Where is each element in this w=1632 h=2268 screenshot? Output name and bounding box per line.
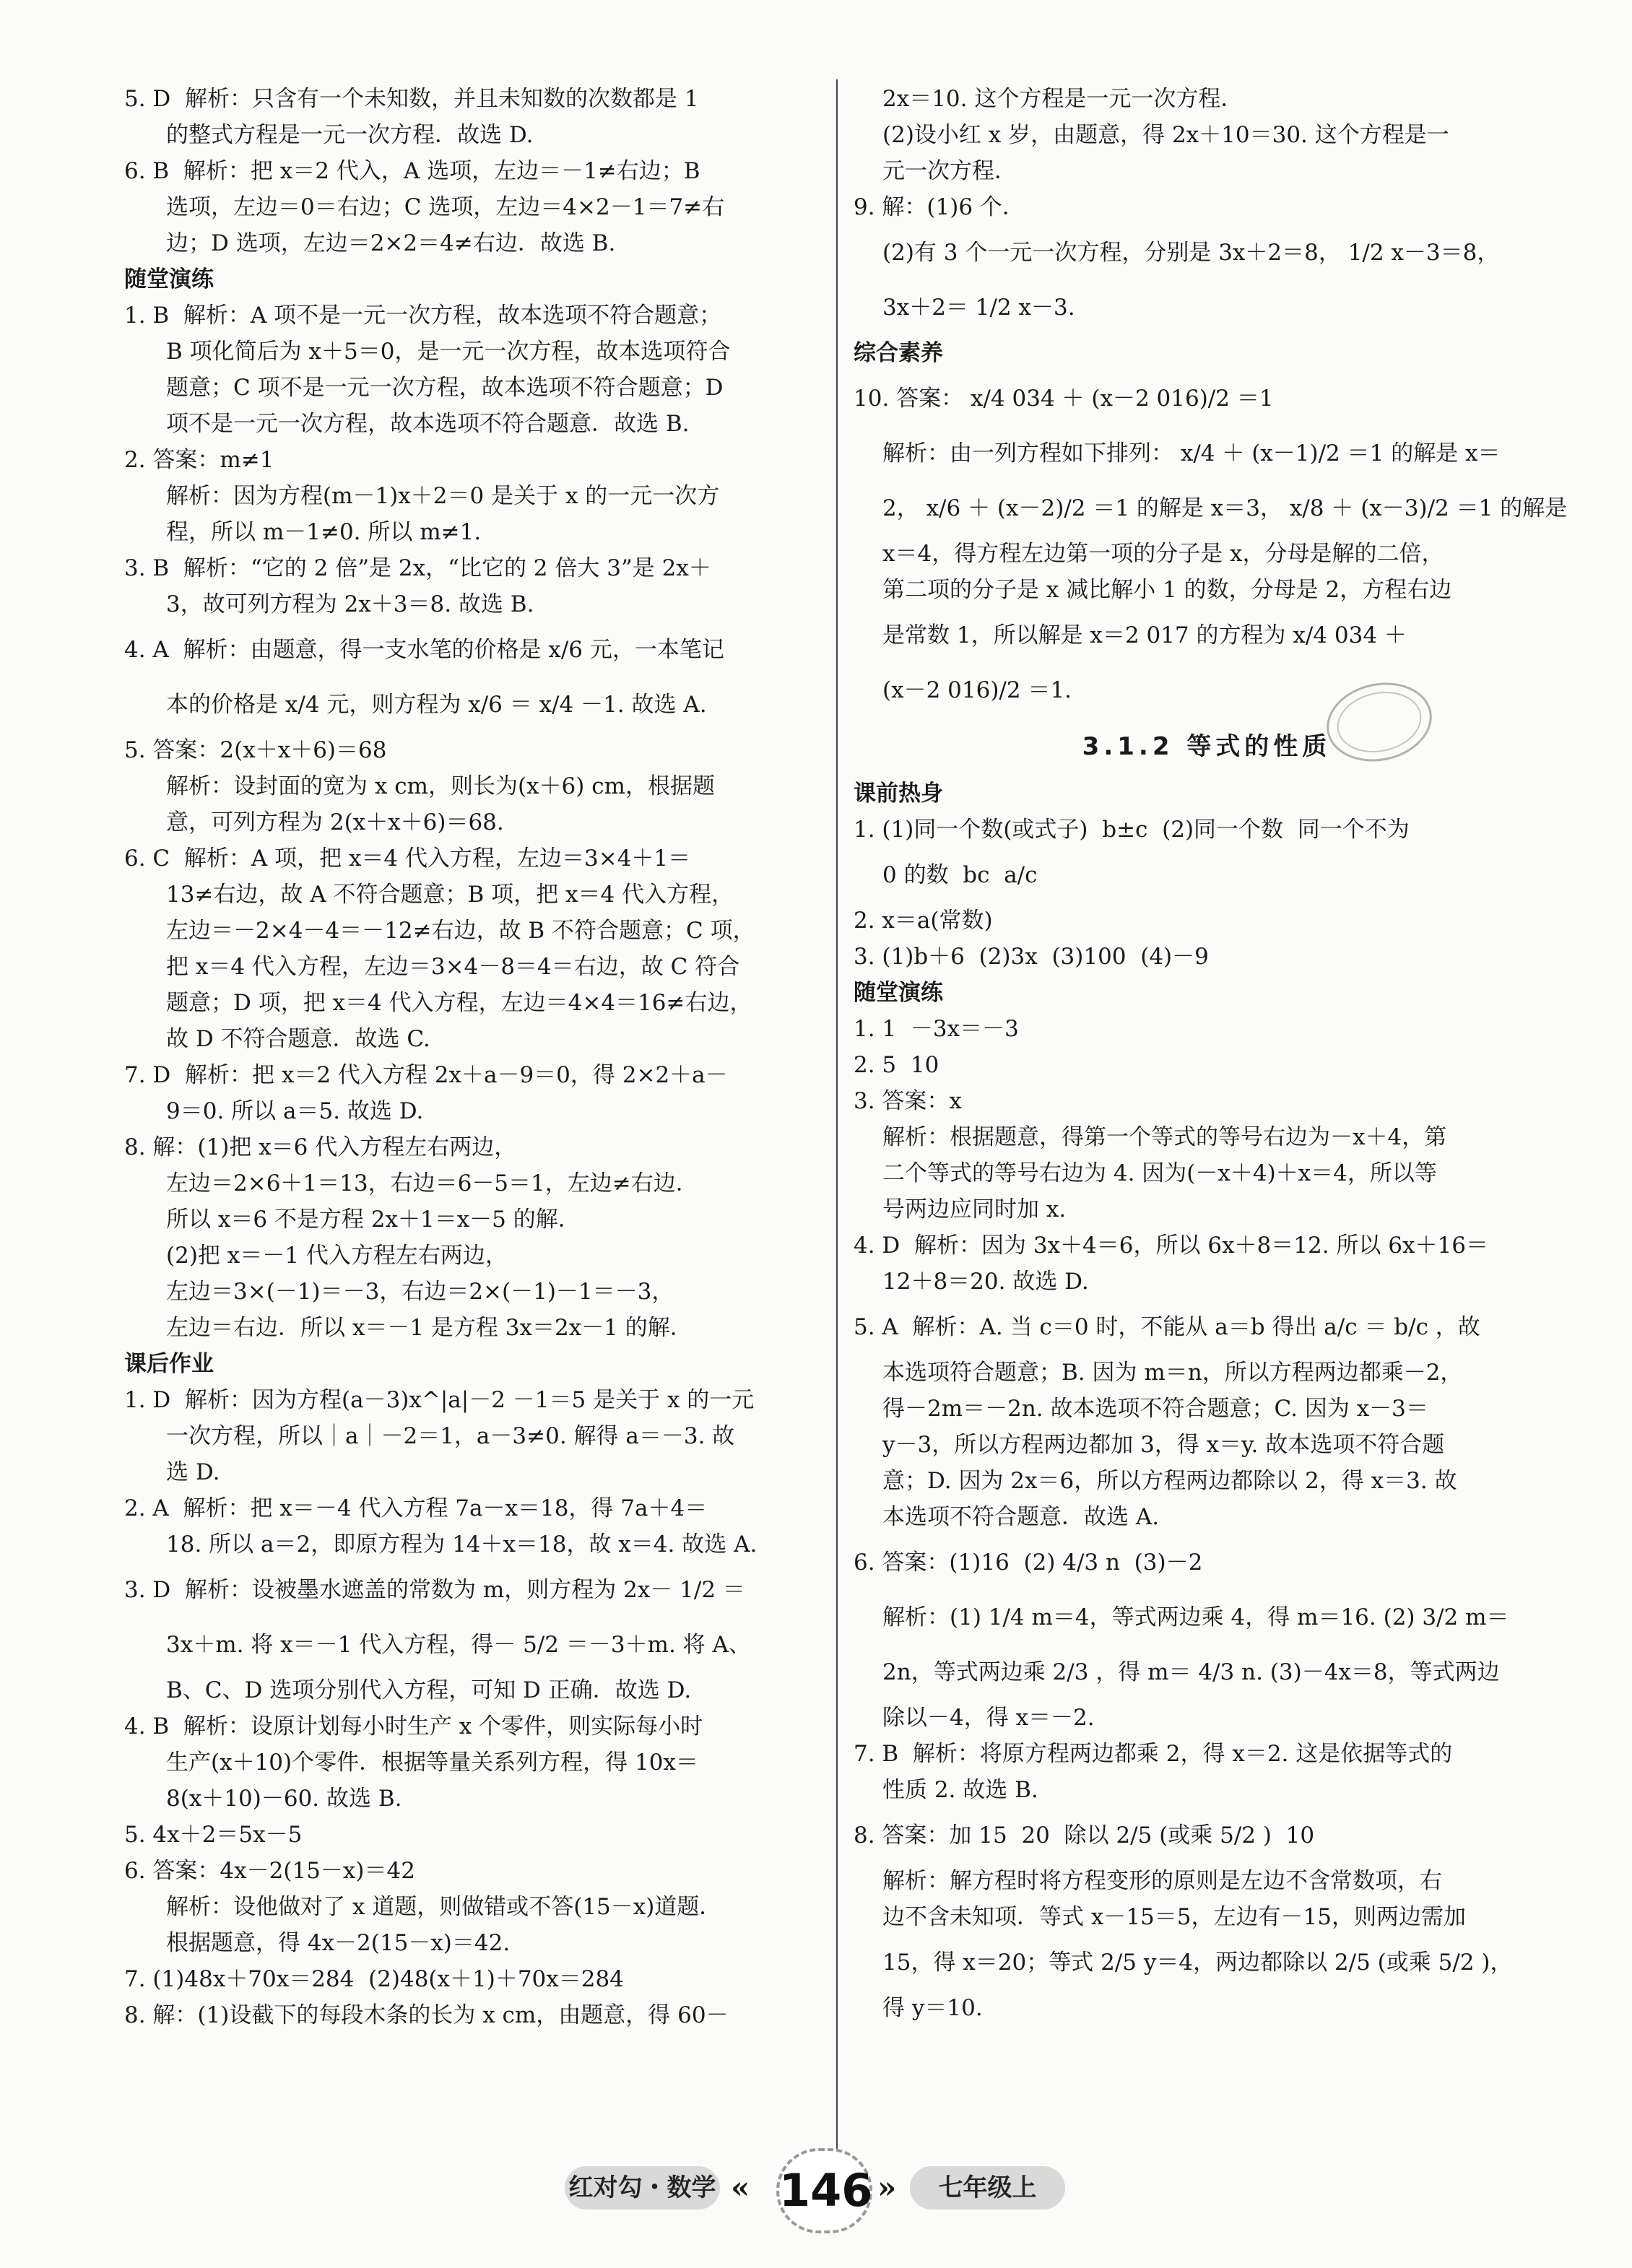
answer-line: y－3，所以方程两边都加 3，得 x＝y. 故本选项不符合题 bbox=[882, 1432, 1445, 1458]
answer-line: B、C、D 选项分别代入方程，可知 D 正确．故选 D. bbox=[166, 1677, 692, 1703]
answer-line: 1. (1)同一个数(或式子) b±c (2)同一个数 同一个不为 bbox=[854, 817, 1410, 843]
answer-line: 性质 2. 故选 B. bbox=[882, 1777, 1038, 1803]
answer-line: 解析：设他做对了 x 道题，则做错或不答(15－x)道题． bbox=[166, 1894, 722, 1920]
answer-line: 是常数 1，所以解是 x＝2 017 的方程为 x/4 034 ＋ bbox=[882, 622, 1407, 648]
answer-line: 15，得 x＝20；等式 2/5 y＝4，两边都除以 2/5 (或乘 5/2 )， bbox=[882, 1950, 1513, 1976]
answer-line: 左边＝3×(－1)＝－3，右边＝2×(－1)－1＝－3， bbox=[166, 1279, 674, 1305]
answer-line: 本选项不符合题意．故选 A. bbox=[882, 1504, 1160, 1530]
answer-line: 本的价格是 x/4 元，则方程为 x/6 ＝ x/4 －1. 故选 A. bbox=[166, 692, 707, 718]
answer-line: 选 D. bbox=[166, 1459, 220, 1485]
answer-line: 3. D 解析：设被墨水遮盖的常数为 m，则方程为 2x－ 1/2 ＝ bbox=[124, 1577, 745, 1603]
section-heading: 课后作业 bbox=[124, 1351, 214, 1377]
answer-line: 2. x＝a(常数) bbox=[854, 908, 993, 934]
answer-line: 边；D 选项，左边＝2×2＝4≠右边．故选 B. bbox=[166, 230, 616, 256]
column-divider bbox=[836, 79, 838, 2210]
answer-line: 4. D 解析：因为 3x＋4＝6，所以 6x＋8＝12. 所以 6x＋16＝ bbox=[854, 1233, 1488, 1259]
footer-right-arrow: » bbox=[877, 2170, 897, 2205]
answer-line: 故 D 不符合题意．故选 C. bbox=[166, 1026, 430, 1052]
answer-line: 8. 解：(1)设截下的每段木条的长为 x cm，由题意，得 60－ bbox=[124, 2002, 729, 2028]
answer-line: (2)设小红 x 岁，由题意，得 2x＋10＝30. 这个方程是一 bbox=[882, 122, 1449, 148]
answer-line: (x－2 016)/2 ＝1. bbox=[882, 677, 1072, 703]
answer-line: 2. 5 10 bbox=[854, 1052, 939, 1078]
answer-line: 选项，左边＝0＝右边；C 选项，左边＝4×2－1＝7≠右 bbox=[166, 194, 725, 220]
answer-line: 4. A 解析：由题意，得一支水笔的价格是 x/6 元，一本笔记 bbox=[124, 637, 724, 663]
section-heading: 随堂演练 bbox=[854, 980, 943, 1006]
answer-line: 13≠右边，故 A 不符合题意；B 项，把 x＝4 代入方程， bbox=[166, 882, 734, 908]
answer-line: 3. 答案：x bbox=[854, 1088, 962, 1114]
answer-line: 生产(x＋10)个零件．根据等量关系列方程，得 10x＝ bbox=[166, 1750, 698, 1776]
left-column bbox=[124, 81, 825, 2033]
answer-line: 2n，等式两边乘 2/3 ，得 m＝ 4/3 n. (3)－4x＝8，等式两边 bbox=[882, 1659, 1500, 1685]
footer-grade-label: 七年级上 bbox=[910, 2166, 1065, 2210]
answer-line: 解析：解方程时将方程变形的原则是左边不含常数项，右 bbox=[882, 1868, 1442, 1894]
answer-line: 4. B 解析：设原计划每小时生产 x 个零件，则实际每小时 bbox=[124, 1713, 703, 1739]
answer-line: 2， x/6 ＋ (x－2)/2 ＝1 的解是 x＝3， x/8 ＋ (x－3)/2 ＝1 的解是 bbox=[882, 495, 1568, 521]
answer-line: 题意；C 项不是一元一次方程，故本选项不符合题意；D bbox=[166, 375, 724, 401]
section-title: 3.1.2 等式的性质 bbox=[1082, 732, 1332, 761]
answer-line: 意，可列方程为 2(x＋x＋6)＝68. bbox=[166, 809, 504, 835]
footer-book-label: 红对勾・数学 bbox=[565, 2166, 720, 2210]
answer-line: 5. A 解析：A. 当 c＝0 时，不能从 a＝b 得出 a/c ＝ b/c ，故 bbox=[854, 1314, 1480, 1340]
answer-line: 7. B 解析：将原方程两边都乘 2，得 x＝2. 这是依据等式的 bbox=[854, 1741, 1453, 1767]
answer-line: 8(x＋10)－60. 故选 B. bbox=[166, 1786, 402, 1812]
answer-line: 5. 答案：2(x＋x＋6)＝68 bbox=[124, 737, 387, 763]
answer-line: 6. 答案：(1)16 (2) 4/3 n (3)－2 bbox=[854, 1550, 1203, 1576]
answer-line: (2)有 3 个一元一次方程，分别是 3x＋2＝8， 1/2 x－3＝8， bbox=[882, 240, 1500, 266]
answer-line: 本选项符合题意；B. 因为 m＝n，所以方程两边都乘－2， bbox=[882, 1360, 1463, 1386]
answer-line: 一次方程，所以｜a｜－2＝1，a－3≠0. 解得 a＝－3. 故 bbox=[166, 1423, 735, 1449]
answer-line: 解析：因为方程(m－1)x＋2＝0 是关于 x 的一元一次方 bbox=[166, 483, 720, 509]
answer-line: 3x＋m. 将 x＝－1 代入方程，得－ 5/2 ＝－3＋m. 将 A、 bbox=[166, 1632, 751, 1658]
answer-line: 3，故可列方程为 2x＋3＝8. 故选 B. bbox=[166, 591, 534, 617]
answer-line: 7. (1)48x＋70x＝284 (2)48(x＋1)＋70x＝284 bbox=[124, 1966, 624, 1992]
answer-line: 得 y＝10. bbox=[882, 1995, 983, 2021]
answer-line: 第二项的分子是 x 减比解小 1 的数，分母是 2，方程右边 bbox=[882, 577, 1452, 603]
answer-line: 解析：由一列方程如下排列： x/4 ＋ (x－1)/2 ＝1 的解是 x＝ bbox=[882, 440, 1501, 466]
answer-line: 8. 答案：加 15 20 除以 2/5 (或乘 5/2 ) 10 bbox=[854, 1822, 1315, 1848]
answer-line: 6. C 解析：A 项，把 x＝4 代入方程，左边＝3×4＋1＝ bbox=[124, 846, 691, 872]
answer-line: 二个等式的等号右边为 4. 因为(－x＋4)＋x＝4，所以等 bbox=[882, 1160, 1437, 1186]
page-number: 146 bbox=[776, 2148, 872, 2233]
answer-line: 9＝0. 所以 a＝5. 故选 D. bbox=[166, 1098, 424, 1124]
answer-line: 所以 x＝6 不是方程 2x＋1＝x－5 的解． bbox=[166, 1207, 581, 1233]
answer-line: x＝4，得方程左边第一项的分子是 x，分母是解的二倍， bbox=[882, 541, 1444, 567]
answer-line: 0 的数 bc a/c bbox=[882, 862, 1038, 888]
answer-line: 5. D 解析：只含有一个未知数，并且未知数的次数都是 1 bbox=[124, 86, 699, 112]
answer-line: 的整式方程是一元一次方程．故选 D. bbox=[166, 122, 534, 148]
answer-line: 得－2m＝－2n. 故本选项不符合题意；C. 因为 x－3＝ bbox=[882, 1396, 1428, 1422]
answer-line: 解析：根据题意，得第一个等式的等号右边为－x＋4，第 bbox=[882, 1124, 1447, 1150]
section-heading: 综合素养 bbox=[854, 340, 943, 366]
answer-line: 把 x＝4 代入方程，左边＝3×4－8＝4＝右边，故 C 符合 bbox=[166, 954, 740, 980]
answer-line: 1. 1 －3x＝－3 bbox=[854, 1016, 1019, 1042]
answer-line: (2)把 x＝－1 代入方程左右两边， bbox=[166, 1243, 508, 1269]
answer-line: 号两边应同时加 x. bbox=[882, 1196, 1067, 1222]
answer-line: 7. D 解析：把 x＝2 代入方程 2x＋a－9＝0，得 2×2＋a－ bbox=[124, 1062, 728, 1088]
section-heading: 随堂演练 bbox=[124, 266, 214, 292]
answer-line: 左边＝2×6＋1＝13，右边＝6－5＝1，左边≠右边． bbox=[166, 1170, 698, 1196]
answer-line: 6. 答案：4x－2(15－x)＝42 bbox=[124, 1858, 415, 1884]
answer-line: 8. 解：(1)把 x＝6 代入方程左右两边， bbox=[124, 1134, 517, 1160]
answer-line: 项不是一元一次方程，故本选项不符合题意．故选 B. bbox=[166, 411, 690, 437]
answer-line: 边不含未知项．等式 x－15＝5，左边有－15，则两边需加 bbox=[882, 1904, 1466, 1930]
footer-left-arrow: « bbox=[731, 2170, 750, 2205]
answer-line: 程，所以 m－1≠0. 所以 m≠1. bbox=[166, 519, 482, 545]
answer-line: B 项化简后为 x＋5＝0，是一元一次方程，故本选项符合 bbox=[166, 339, 731, 365]
answer-line: 除以－4，得 x＝－2. bbox=[882, 1705, 1095, 1731]
answer-line: 18. 所以 a＝2，即原方程为 14＋x＝18，故 x＝4. 故选 A. bbox=[166, 1531, 758, 1557]
answer-line: 题意；D 项，把 x＝4 代入方程，左边＝4×4＝16≠右边， bbox=[166, 990, 752, 1016]
answer-line: 解析：(1) 1/4 m＝4，等式两边乘 4，得 m＝16. (2) 3/2 m＝ bbox=[882, 1604, 1509, 1630]
answer-line: 5. 4x＋2＝5x－5 bbox=[124, 1822, 303, 1848]
answer-line: 3. B 解析：“它的 2 倍”是 2x，“比它的 2 倍大 3”是 2x＋ bbox=[124, 555, 711, 581]
answer-line: 根据题意，得 4x－2(15－x)＝42. bbox=[166, 1930, 511, 1956]
answer-line: 左边＝右边．所以 x＝－1 是方程 3x＝2x－1 的解． bbox=[166, 1315, 693, 1341]
section-heading: 课前热身 bbox=[854, 781, 943, 807]
answer-line: 12＋8＝20. 故选 D. bbox=[882, 1269, 1089, 1295]
answer-line: 1. B 解析：A 项不是一元一次方程，故本选项不符合题意； bbox=[124, 303, 722, 329]
answer-line: 2x＝10. 这个方程是一元一次方程． bbox=[882, 86, 1243, 112]
answer-line: 3. (1)b＋6 (2)3x (3)100 (4)－9 bbox=[854, 944, 1209, 970]
answer-line: 9. 解：(1)6 个． bbox=[854, 194, 1025, 220]
answer-line: 2. 答案：m≠1 bbox=[124, 447, 274, 473]
answer-line: 元一次方程． bbox=[882, 158, 1017, 184]
answer-line: 左边＝－2×4－4＝－12≠右边，故 B 不符合题意；C 项， bbox=[166, 918, 755, 944]
page-footer bbox=[0, 2148, 1632, 2235]
answer-line: 2. A 解析：把 x＝－4 代入方程 7a－x＝18，得 7a＋4＝ bbox=[124, 1495, 708, 1521]
answer-line: 6. B 解析：把 x＝2 代入，A 选项，左边＝－1≠右边；B bbox=[124, 158, 700, 184]
answer-line: 意；D. 因为 2x＝6，所以方程两边都除以 2，得 x＝3. 故 bbox=[882, 1468, 1457, 1494]
answer-line: 解析：设封面的宽为 x cm，则长为(x＋6) cm，根据题 bbox=[166, 773, 715, 799]
right-column bbox=[854, 81, 1568, 2026]
answer-line: 10. 答案： x/4 034 ＋ (x－2 016)/2 ＝1 bbox=[854, 386, 1274, 412]
answer-line: 1. D 解析：因为方程(a－3)x^|a|－2 －1＝5 是关于 x 的一元 bbox=[124, 1387, 755, 1413]
answer-line: 3x＋2＝ 1/2 x－3. bbox=[882, 295, 1075, 321]
